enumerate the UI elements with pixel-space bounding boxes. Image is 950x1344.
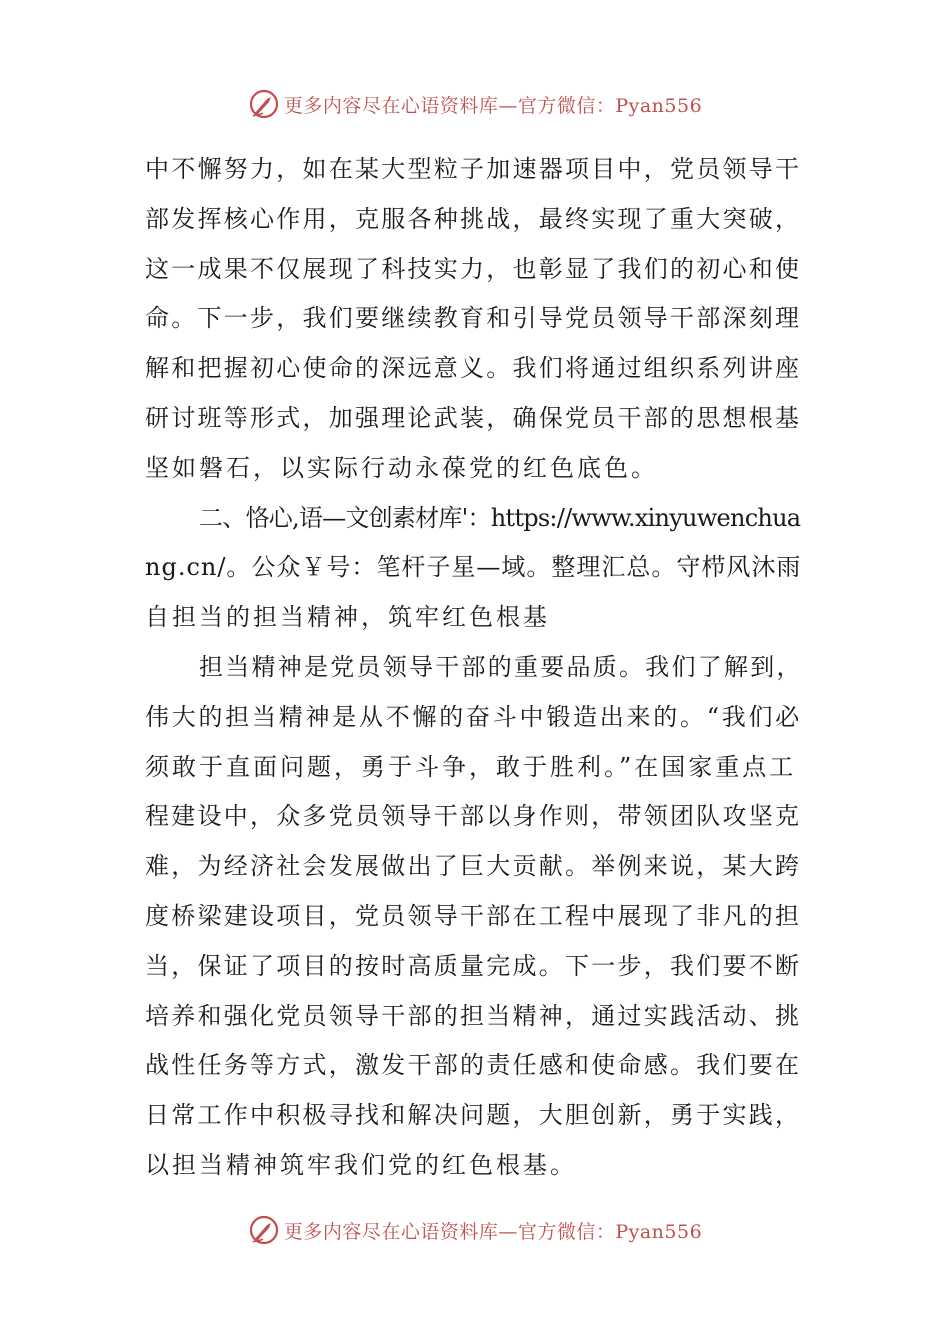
text-line: 程建设中，众多党员领导干部以身作则，带领团队攻坚克 [145,802,802,831]
pen-nib-logo-icon [248,1214,280,1246]
text-line: 战性任务等方式，激发干部的责任感和使命感。我们要在 [145,1051,802,1080]
text-line: 度桥梁建设项目，党员领导干部在工程中展现了非凡的担 [145,901,802,930]
footer-watermark [0,1210,950,1250]
header-watermark [0,84,950,124]
text-line: 培养和强化党员领导干部的担当精神，通过实践活动、挑 [145,1001,802,1030]
text-line: 研讨班等形式，加强理论武装，确保党员干部的思想根基 [145,403,802,432]
text-line: 当，保证了项目的按时高质量完成。下一步，我们要不断 [145,951,802,980]
section-heading-line: 自担当的担当精神，筑牢红色根基 [145,603,550,632]
paragraph-3 [145,643,805,1191]
text-line: 解和把握初心使命的深远意义。我们将通过组织系列讲座 [145,354,802,383]
section-heading-line: 二、恪心,语—文创素材库'：https://www.xinyuwenchua [199,503,801,532]
text-line: 日常工作中积极寻找和解决问题，大胆创新，勇于实践， [145,1101,802,1130]
text-line: 难，为经济社会发展做出了巨大贡献。举例来说，某大跨 [145,852,802,881]
watermark-text: 更多内容尽在心语资料库—官方微信：Pyan556 [283,94,703,117]
document-body [145,145,805,1191]
watermark-text: 更多内容尽在心语资料库—官方微信：Pyan556 [283,1220,703,1243]
text-line: 以担当精神筑牢我们党的红色根基。 [145,1150,577,1179]
text-line: 担当精神是党员领导干部的重要品质。我们了解到， [199,652,803,681]
paragraph-1 [145,145,805,494]
pen-nib-logo-icon [248,88,280,120]
section-heading-paragraph [145,494,805,643]
text-line: 这一成果不仅展现了科技实力，也彰显了我们的初心和使 [145,254,802,283]
text-line: 命。下一步，我们要继续教育和引导党员领导干部深刻理 [145,304,802,333]
text-line: 中不懈努力，如在某大型粒子加速器项目中，党员领导干 [145,155,802,183]
text-line: 部发挥核心作用，克服各种挑战，最终实现了重大突破， [145,204,802,233]
text-line: 坚如磐石，以实际行动永葆党的红色底色。 [145,453,658,482]
text-line: 伟大的担当精神是从不懈的奋斗中锻造出来的。“我们必 [145,702,803,731]
section-heading-line: ng.cn/。公众￥号：笔杆子星—域。整理汇总。守栉风沐雨 [145,553,802,582]
text-line: 须敢于直面问题，勇于斗争，敢于胜利。”在国家重点工 [145,752,797,781]
